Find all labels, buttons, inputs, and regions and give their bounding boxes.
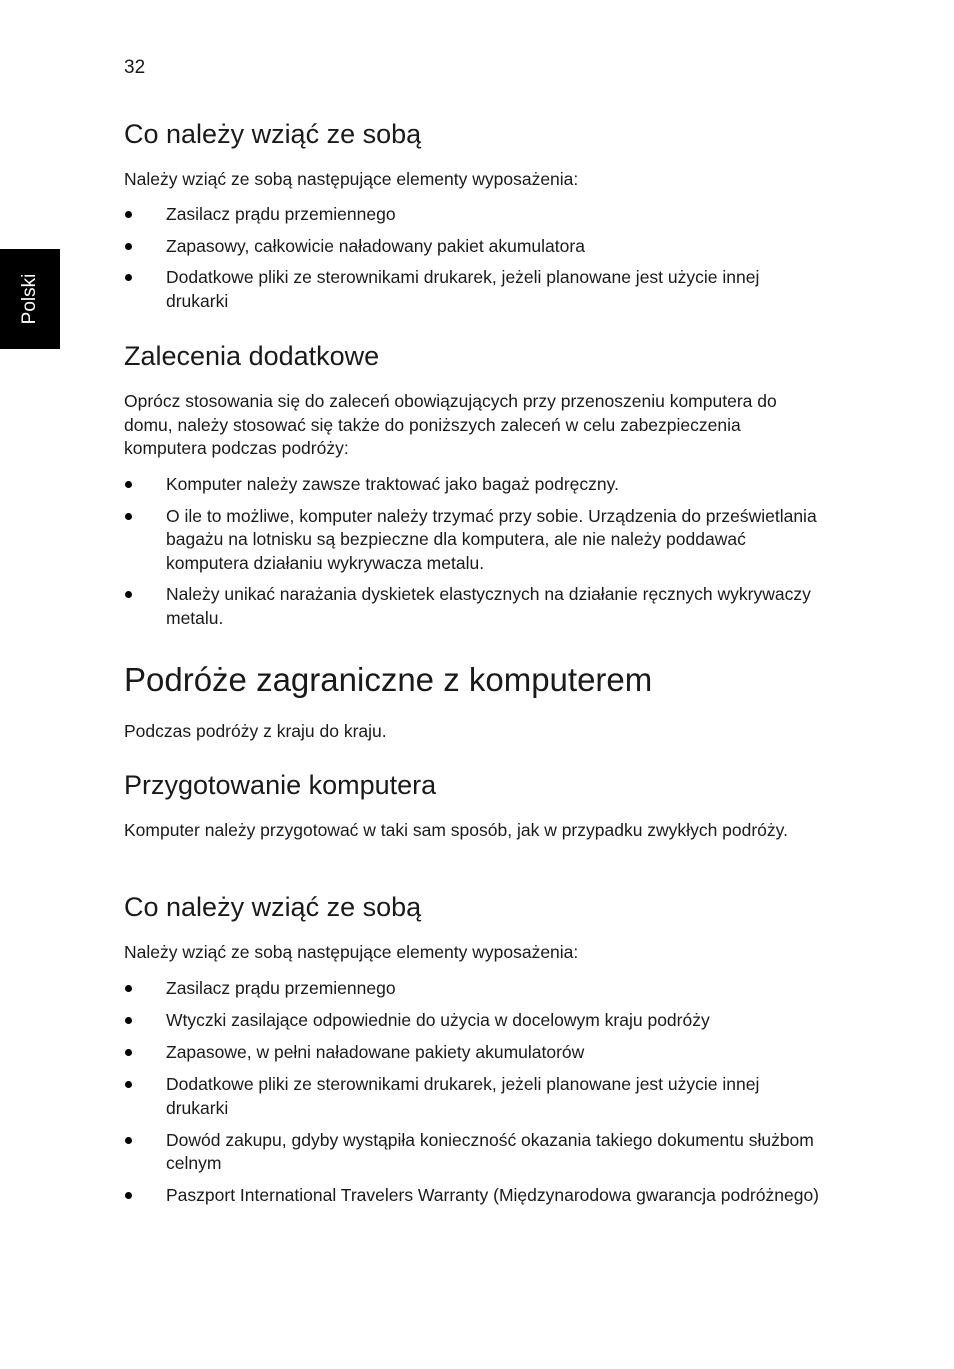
language-label: Polski [19,273,40,325]
bullet-icon [125,1081,132,1088]
section-intro: Należy wziąć ze sobą następujące elementy wyposażenia: [124,942,579,962]
bullet-icon [125,243,132,250]
bullet-icon [125,211,132,218]
language-side-tab [0,249,60,349]
list-item: Dowód zakupu, gdyby wystąpiła konieczność okazania takiego dokumentu służbom celnym [124,1129,824,1176]
section-intro: Należy wziąć ze sobą następujące elementy wyposażenia: [124,169,579,189]
bullet-icon [125,591,132,598]
bullet-icon [125,1137,132,1144]
equipment-list-abroad [124,977,824,1208]
list-item: O ile to możliwe, komputer należy trzymać przy sobie. Urządzenia do prześwietlania bagażu na lotnisku są bezpieczne dla komputera, ale nie należy poddawać komputera działaniu wykrywacza metalu. [124,505,824,576]
section-heading-additional-advice: Zalecenia dodatkowe [124,341,380,371]
section-heading-preparing-computer: Przygotowanie komputera [124,770,437,800]
bullet-icon [125,274,132,281]
list-item: Zapasowe, w pełni naładowane pakiety akumulatorów [124,1041,824,1065]
chapter-title: Podróże zagraniczne z komputerem [124,661,653,698]
bullet-icon [125,481,132,488]
list-item: Zapasowy, całkowicie naładowany pakiet akumulatora [124,235,824,259]
list-item: Paszport International Travelers Warranty (Międzynarodowa gwarancja podróżnego) [124,1184,824,1208]
list-item: Dodatkowe pliki ze sterownikami drukarek, jeżeli planowane jest użycie innej drukarki [124,1073,824,1120]
list-item: Należy unikać narażania dyskietek elastycznych na działanie ręcznych wykrywaczy metalu. [124,583,824,630]
bullet-icon [125,513,132,520]
page-number: 32 [124,57,146,78]
section-intro: Komputer należy przygotować w taki sam sposób, jak w przypadku zwykłych podróży. [124,820,788,840]
section-intro: Podczas podróży z kraju do kraju. [124,721,387,741]
list-item: Dodatkowe pliki ze sterownikami drukarek, jeżeli planowane jest użycie innej drukarki [124,266,824,313]
list-item: Wtyczki zasilające odpowiednie do użycia w docelowym kraju podróży [124,1009,824,1033]
equipment-list [124,203,824,313]
advice-list [124,473,824,630]
list-item: Komputer należy zawsze traktować jako bagaż podręczny. [124,473,824,497]
bullet-icon [125,1017,132,1024]
section-heading-what-to-take: Co należy wziąć ze sobą [124,119,422,149]
bullet-icon [125,1192,132,1199]
section-intro: Oprócz stosowania się do zaleceń obowiązujących przy przenoszeniu komputera do domu, należy stosować się także do poniższych zaleceń w celu zabezpieczenia komputera podczas podróży: [124,391,777,458]
bullet-icon [125,985,132,992]
bullet-icon [125,1049,132,1056]
list-item: Zasilacz prądu przemiennego [124,977,824,1001]
section-heading-what-to-take-abroad: Co należy wziąć ze sobą [124,892,422,922]
list-item: Zasilacz prądu przemiennego [124,203,824,227]
